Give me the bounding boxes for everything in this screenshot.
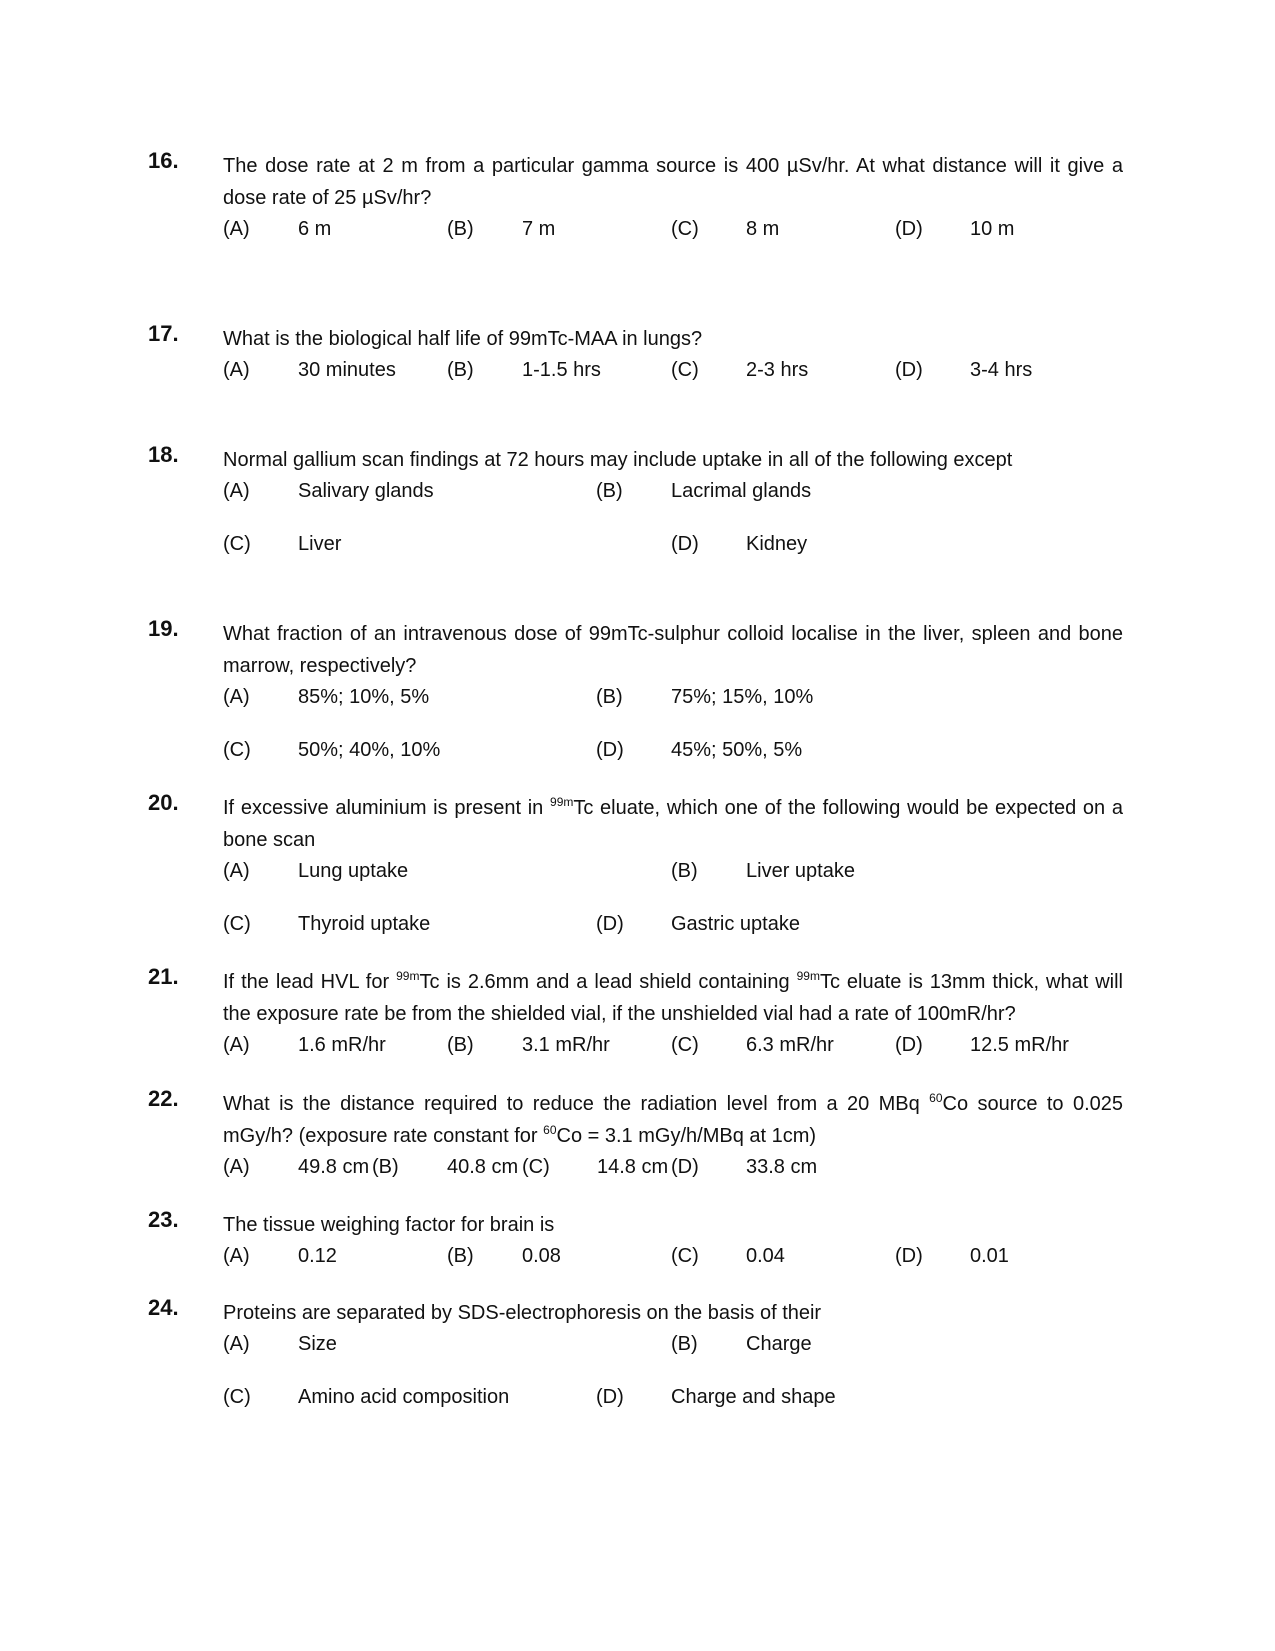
option-label: (A): [223, 686, 250, 708]
stem-text: Tc eluate, which one of the following would be expected on a bone scan: [223, 797, 1123, 851]
question-stem: What fraction of an intravenous dose of 99mTc-sulphur colloid localise in the liver, spleen and bone marrow, respectively?: [223, 623, 1123, 677]
option-label: (B): [372, 1156, 399, 1178]
option-label: (D): [671, 533, 699, 555]
option-label: (A): [223, 1245, 250, 1267]
option-label: (B): [447, 1245, 474, 1267]
stem-text: If the lead HVL for: [223, 971, 397, 993]
option-text: 3.1 mR/hr: [522, 1034, 610, 1056]
superscript: 99m: [796, 969, 820, 983]
superscript: 60: [543, 1123, 557, 1137]
option-label: (D): [895, 218, 923, 240]
option-text: 3-4 hrs: [970, 359, 1033, 381]
option-text: 50%; 40%, 10%: [298, 739, 441, 761]
option-text: 12.5 mR/hr: [970, 1034, 1069, 1056]
option-label: (D): [596, 913, 624, 935]
option-text: Charge and shape: [671, 1386, 836, 1408]
question-number: 22.: [148, 1086, 179, 1111]
option-text: 40.8 cm: [447, 1156, 519, 1178]
option-text: 7 m: [522, 218, 556, 240]
question-number: 16.: [148, 148, 179, 173]
option-text: Amino acid composition: [298, 1386, 510, 1408]
option-text: 1.6 mR/hr: [298, 1034, 386, 1056]
option-text: 0.08: [522, 1245, 561, 1267]
option-label: (C): [522, 1156, 550, 1178]
superscript: 99m: [550, 795, 574, 809]
option-label: (A): [223, 480, 250, 502]
option-label: (D): [895, 1034, 923, 1056]
option-text: 0.12: [298, 1245, 337, 1267]
option-label: (C): [671, 1245, 699, 1267]
option-label: (A): [223, 860, 250, 882]
stem-text: Tc eluate is 13mm thick, what will the exposure rate be from the shielded vial, if the unshielded vial had a rate of 100mR/hr?: [223, 971, 1123, 1025]
option-text: Gastric uptake: [671, 913, 800, 935]
question-number: 19.: [148, 616, 179, 641]
question-number: 20.: [148, 790, 179, 815]
option-label: (C): [223, 913, 251, 935]
option-label: (A): [223, 1156, 250, 1178]
option-text: 0.04: [746, 1245, 785, 1267]
option-text: Liver: [298, 533, 342, 555]
option-text: 85%; 10%, 5%: [298, 686, 430, 708]
option-text: 10 m: [970, 218, 1015, 240]
option-text: 75%; 15%, 10%: [671, 686, 814, 708]
question-number: 17.: [148, 321, 179, 346]
question-number: 21.: [148, 964, 179, 989]
option-label: (D): [895, 1245, 923, 1267]
option-text: Thyroid uptake: [298, 913, 431, 935]
option-label: (C): [671, 1034, 699, 1056]
option-text: 6.3 mR/hr: [746, 1034, 834, 1056]
question-stem: [223, 792, 1123, 856]
option-label: (D): [671, 1156, 699, 1178]
option-label: (B): [671, 1333, 698, 1355]
question-number: 18.: [148, 442, 179, 467]
question-stem: The tissue weighing factor for brain is: [223, 1214, 555, 1236]
option-label: (A): [223, 1333, 250, 1355]
option-label: (B): [596, 480, 623, 502]
question-stem: The dose rate at 2 m from a particular gamma source is 400 µSv/hr. At what distance will it give a dose rate of 25 µSv/hr?: [223, 155, 1123, 209]
option-text: 45%; 50%, 5%: [671, 739, 803, 761]
option-label: (D): [895, 359, 923, 381]
option-label: (C): [223, 533, 251, 555]
question-stem: Normal gallium scan findings at 72 hours may include uptake in all of the following except: [223, 449, 1013, 471]
option-text: 6 m: [298, 218, 332, 240]
option-label: (C): [671, 359, 699, 381]
option-text: Size: [298, 1333, 337, 1355]
option-text: 14.8 cm: [597, 1156, 669, 1178]
option-text: 1-1.5 hrs: [522, 359, 601, 381]
option-text: 49.8 cm: [298, 1156, 370, 1178]
question-stem: [223, 966, 1123, 1030]
option-text: 33.8 cm: [746, 1156, 818, 1178]
option-label: (D): [596, 1386, 624, 1408]
question-number: 24.: [148, 1295, 179, 1320]
option-text: Kidney: [746, 533, 808, 555]
option-label: (B): [596, 686, 623, 708]
option-label: (C): [223, 1386, 251, 1408]
stem-text: If excessive aluminium is present in: [223, 797, 551, 819]
stem-text: Co = 3.1 mGy/h/MBq at 1cm): [556, 1125, 817, 1147]
option-label: (C): [671, 218, 699, 240]
stem-text: Co source to 0.025 mGy/h? (exposure rate constant for: [223, 1093, 1123, 1147]
question-stem: Proteins are separated by SDS-electrophoresis on the basis of their: [223, 1302, 822, 1324]
option-label: (B): [447, 1034, 474, 1056]
stem-text: Tc is 2.6mm and a lead shield containing: [419, 971, 797, 993]
option-text: Charge: [746, 1333, 812, 1355]
option-label: (A): [223, 218, 250, 240]
option-label: (A): [223, 359, 250, 381]
option-text: 2-3 hrs: [746, 359, 809, 381]
option-text: 0.01: [970, 1245, 1009, 1267]
question-stem: What is the biological half life of 99mTc-MAA in lungs?: [223, 328, 703, 350]
option-label: (B): [671, 860, 698, 882]
option-label: (C): [223, 739, 251, 761]
superscript: 99m: [396, 969, 420, 983]
option-label: (B): [447, 359, 474, 381]
option-label: (A): [223, 1034, 250, 1056]
option-label: (B): [447, 218, 474, 240]
option-text: Lacrimal glands: [671, 480, 812, 502]
option-text: Salivary glands: [298, 480, 434, 502]
question-stem: [223, 1088, 1123, 1152]
option-text: 30 minutes: [298, 359, 396, 381]
question-number: 23.: [148, 1207, 179, 1232]
option-text: Lung uptake: [298, 860, 409, 882]
stem-text: What is the distance required to reduce the radiation level from a 20 MBq: [223, 1093, 930, 1115]
option-text: Liver uptake: [746, 860, 855, 882]
superscript: 60: [929, 1091, 943, 1105]
option-label: (D): [596, 739, 624, 761]
option-text: 8 m: [746, 218, 780, 240]
